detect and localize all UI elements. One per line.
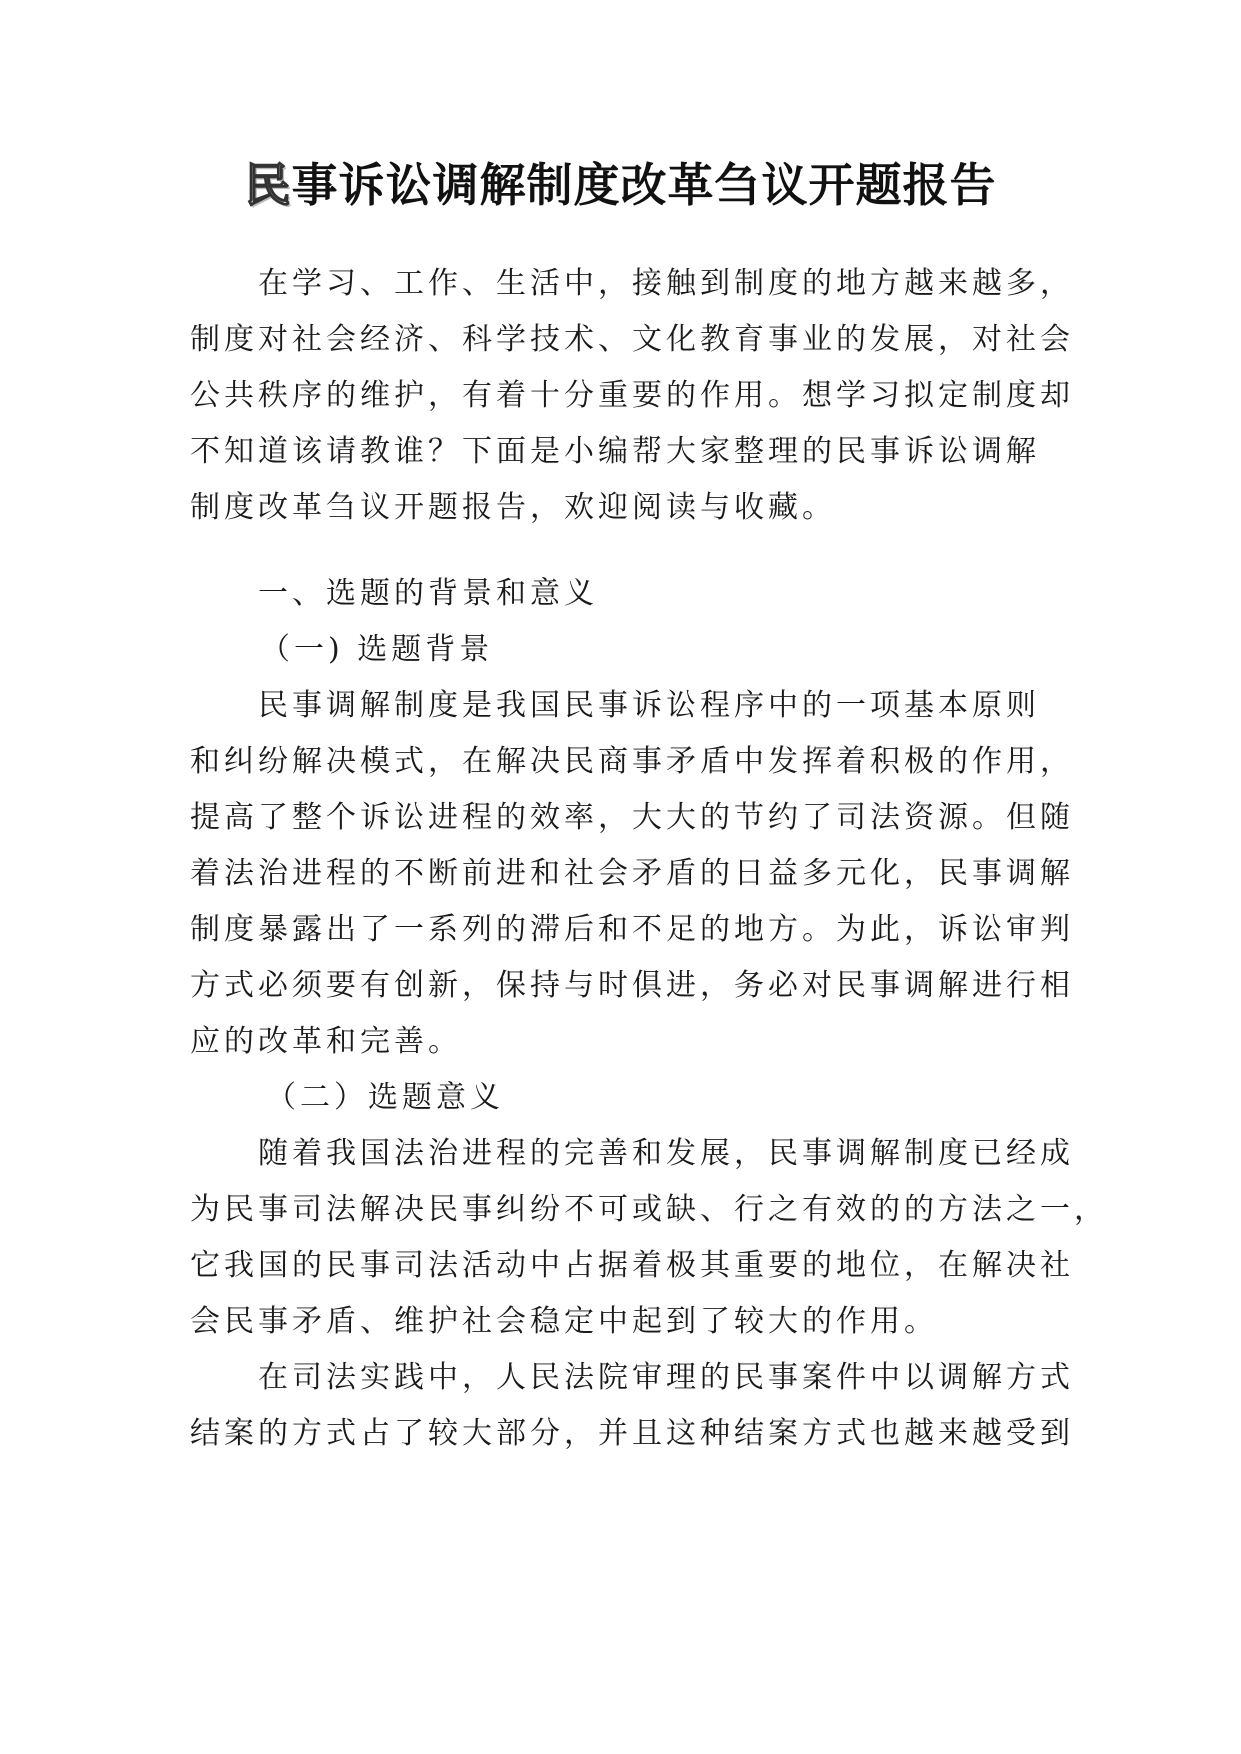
subsection-heading-significance: （二）选题意义	[266, 1080, 504, 1115]
background-line: 提高了整个诉讼进程的效率，大大的节约了司法资源。但随	[190, 800, 1074, 835]
background-line: 着法治进程的不断前进和社会矛盾的日益多元化，民事调解	[190, 856, 1074, 891]
background-line: 方式必须要有创新，保持与时俱进，务必对民事调解进行相	[190, 968, 1074, 1003]
document-title	[0, 150, 1241, 220]
intro-line: 制度对社会经济、科学技术、文化教育事业的发展，对社会	[190, 322, 1074, 357]
intro-paragraph	[190, 256, 1074, 536]
background-line: 制度暴露出了一系列的滞后和不足的地方。为此，诉讼审判	[190, 912, 1074, 947]
intro-line: 制度改革刍议开题报告，欢迎阅读与收藏。	[190, 490, 836, 525]
background-line: 应的改革和完善。	[190, 1024, 462, 1059]
intro-line: 在学习、工作、生活中，接触到制度的地方越来越多，	[258, 266, 1074, 301]
practice-line: 在司法实践中，人民法院审理的民事案件中以调解方式	[258, 1360, 1074, 1395]
background-line: 和纠纷解决模式，在解决民商事矛盾中发挥着积极的作用，	[190, 744, 1074, 779]
significance-line: 会民事矛盾、维护社会稳定中起到了较大的作用。	[190, 1304, 938, 1339]
intro-line: 公共秩序的维护，有着十分重要的作用。想学习拟定制度却	[190, 378, 1074, 413]
practice-line: 结案的方式占了较大部分，并且这种结案方式也越来越受到	[190, 1416, 1074, 1451]
significance-line: 为民事司法解决民事纠纷不可或缺、行之有效的的方法之一，	[190, 1192, 1108, 1227]
title-first-char: 民	[244, 158, 292, 212]
significance-line: 它我国的民事司法活动中占据着极其重要的地位，在解决社	[190, 1248, 1074, 1283]
significance-line: 随着我国法治进程的完善和发展，民事调解制度已经成	[258, 1136, 1074, 1171]
title-rest: 事诉讼调解制度改革刍议开题报告	[291, 158, 997, 212]
intro-line: 不知道该请教谁？下面是小编帮大家整理的民事诉讼调解	[190, 434, 1040, 469]
section-heading: 一、选题的背景和意义	[258, 576, 598, 611]
subsection-heading-background: （一) 选题背景	[260, 632, 494, 667]
section-1	[190, 566, 1108, 1462]
background-line: 民事调解制度是我国民事诉讼程序中的一项基本原则	[258, 688, 1040, 723]
